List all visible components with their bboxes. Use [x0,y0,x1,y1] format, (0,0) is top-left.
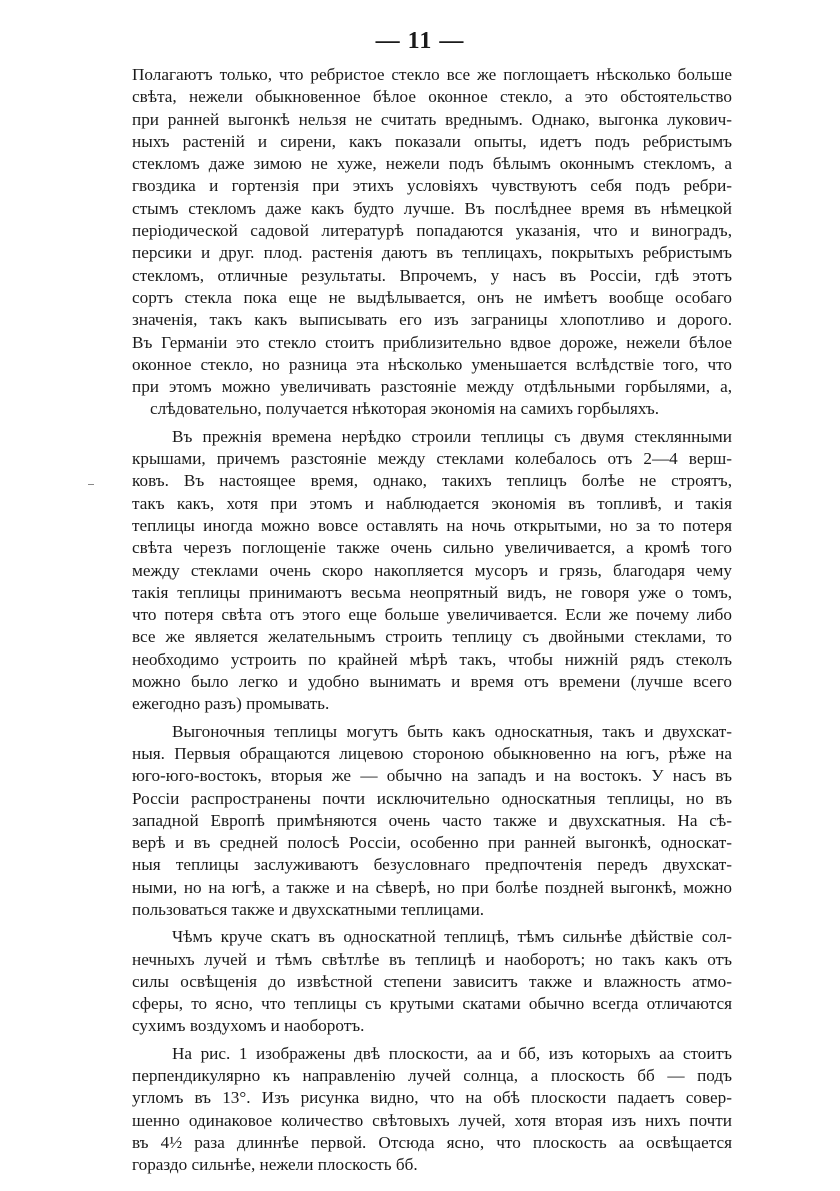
text-line: стымъ стекломъ даже какъ будто лучше. Въ послѣднее время въ нѣмецкой [132,198,732,218]
text-line: можно было легко и удобно вынимать и время отъ времени (лучше всего [132,672,732,692]
text-line: гвоздика и гортензія при этихъ условіяхъ чувствуютъ себя подъ ребри- [132,176,732,196]
text-line: Полагаютъ только, что ребристое стекло все же поглощаетъ нѣсколько больше [132,65,732,84]
text-line: сферы, то ясно, что теплицы съ крутыми скатами обычно всегда отличаются [132,994,732,1014]
text-line: Чѣмъ круче скатъ въ односкатной теплицѣ, тѣмъ сильнѣе дѣйствіе сол- [172,927,732,947]
text-line: періодической садовой литературѣ попадаются указанія, что и виноградъ, [132,221,732,241]
text-line: нечныхъ лучей и тѣмъ свѣтлѣе въ теплицѣ и наоборотъ; но такъ какъ отъ [132,949,732,969]
text-line: Россіи распространены почти исключительно односкатныя теплицы, но въ [132,788,732,808]
text-line: силы освѣщенія до извѣстной степени зависитъ также и влажность атмо- [132,971,732,991]
text-line: при ранней выгонкѣ нельзя не считать вреднымъ. Однако, выгонка лукович- [132,109,732,129]
text-line: свѣта, нежели обыкновенное бѣлое оконное стекло, а это обстоятельство [132,87,732,107]
text-line: Выгоночныя теплицы могутъ быть какъ односкатныя, такъ и двухскат- [172,721,732,741]
text-line: все же является желательнымъ строить теплицу съ двойными стеклами, то [132,627,732,647]
text-line: крышами, причемъ разстояніе между стеклами колебалось отъ 2—4 верш- [132,449,732,469]
text-line: персики и друг. плод. растенія даютъ въ теплицахъ, покрытыхъ ребристымъ [132,243,732,263]
text-line: въ 4½ раза длиннѣе первой. Отсюда ясно, что плоскость аа освѣщается [132,1132,732,1152]
text-line: ковъ. Въ настоящее время, однако, такихъ теплицъ болѣе не строятъ, [132,471,732,491]
text-line: ныя теплицы заслуживаютъ безусловнаго предпочтенія передъ двухскат- [132,855,732,875]
text-line: стекломъ, отличные результаты. Впрочемъ, у насъ въ Россіи, гдѣ этотъ [132,265,732,285]
text-line: ежегодно разъ) промывать. [132,694,330,714]
text-line: Въ прежнія времена нерѣдко строили теплицы съ двумя стеклянными [172,426,732,446]
text-line: ными, но на югѣ, а также и на сѣверѣ, но при болѣе поздней выгонкѣ, можно [132,877,732,897]
text-line: ныя. Первыя обращаются лицевою стороною обыкновенно на югъ, рѣже на [132,743,732,763]
text-line: оконное стекло, но разница эта нѣсколько уменьшается вслѣдствіе того, что [132,354,732,374]
text-line: верѣ и въ средней полосѣ Россіи, особенно при ранней выгонкѣ, односкат- [132,833,732,853]
text-line: между стеклами очень скоро накопляется мусоръ и грязь, благодаря чему [132,560,732,580]
text-line: значенія, такъ какъ выписывать его изъ заграницы хлопотливо и дорого. [132,310,732,330]
text-line: такъ какъ, хотя при этомъ и наблюдается экономія въ топливѣ, и такія [132,493,732,513]
text-line: сухимъ воздухомъ и наоборотъ. [132,1016,365,1036]
text-line: юго-юго-востокъ, вторыя же — обычно на западъ и на востокъ. У насъ въ [132,766,732,786]
paragraph [132,1043,732,1177]
text-line: сортъ стекла пока еще не выдѣлывается, онъ не имѣетъ вообще особаго [132,287,732,307]
text-line: стекломъ даже зимою не хуже, нежели подъ бѣлымъ оконнымъ стекломъ, а [132,154,732,174]
text-line: западной Европѣ примѣняются очень часто также и двухскатныя. На сѣ- [132,810,732,830]
text-line: пользоваться также и двухскатными теплицами. [132,899,485,919]
text-line: ныхъ растеній и сирени, какъ показали опыты, идетъ подъ ребристымъ [132,131,732,151]
text-line: гораздо сильнѣе, нежели плоскость бб. [132,1155,418,1175]
text-line: что потеря свѣта отъ этого еще больше увеличивается. Если же почему либо [132,605,732,625]
text-line: перпендикулярно къ направленію лучей солнца, а плоскость бб — подъ [132,1066,732,1086]
paragraph [132,926,732,1037]
text-line: при этомъ можно увеличивать разстояніе между отдѣльными горбылями, а, [132,377,732,397]
margin-mark [88,484,94,485]
paragraph [132,64,732,421]
text-line: необходимо устроить по крайней мѣрѣ такъ, чтобы нижній рядъ стеколъ [132,649,732,669]
text-line: слѣдовательно, получается нѣкоторая экономія на самихъ горбыляхъ. [150,399,660,419]
text-line: теплицы иногда можно вовсе оставлять на ночь открытыми, но за то потеря [132,515,732,535]
text-line: Въ Германіи это стекло стоитъ приблизительно вдвое дороже, нежели бѣлое [132,332,732,352]
text-line: угломъ въ 13°. Изъ рисунка видно, что на обѣ плоскости падаетъ совер- [132,1088,732,1108]
text-line: такія теплицы принимаютъ весьма неопрятный видъ, не говоря уже о томъ, [132,582,732,602]
paragraph [132,721,732,922]
text-line: шенно одинаковое количество свѣтовыхъ лучей, хотя вторая изъ нихъ почти [132,1110,732,1130]
text-line: На рис. 1 изображены двѣ плоскости, аа и бб, изъ которыхъ аа стоитъ [172,1043,732,1063]
page-number: — 11 — [375,28,465,54]
body-text [132,64,732,1182]
text-line: свѣта черезъ поглощеніе также очень сильно увеличивается, а кромѣ того [132,538,732,558]
paragraph [132,426,732,716]
